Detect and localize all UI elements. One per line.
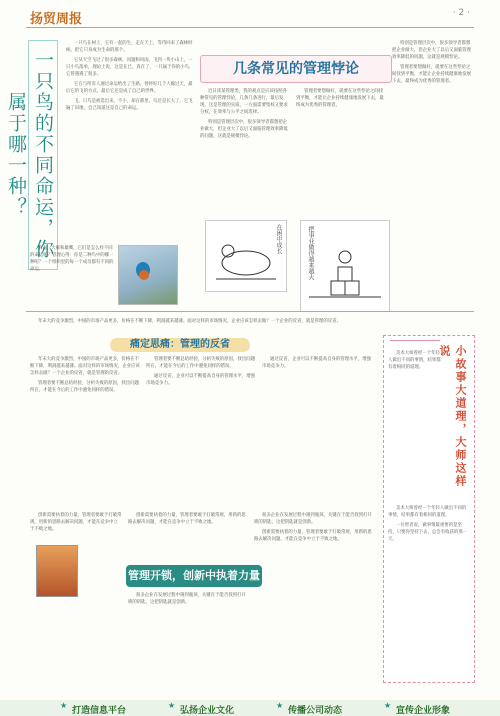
article3-paragraph: 通过反省，企业可以不断提高自身的管理水平，增强市场竞争力。 (146, 374, 255, 386)
footer-slogan-2: 弘扬企业文化 (180, 706, 235, 716)
footer-slogan-1: 打造信息平台 (72, 706, 127, 716)
article4-body-left (30, 512, 122, 692)
article3-paragraph: 管理者要不断总结经验，分析失败的原因，找出问题所在，才能在今后的工作中避免同样的错误。 (146, 357, 255, 369)
star-icon: ★ (168, 701, 176, 710)
article3-paragraph: 年末大的竞争激烈，中国的市场产品更多，价格在不断下降，利润越来越薄。面对这样的市场情况，企业应该怎样去做？一个企业的反省，就是管理的反省。 (30, 357, 140, 376)
article4-paragraph: 很多企业在发展过程中遇到瓶颈，关键在于能否找到打开锁的钥匙，这把钥匙就是创新。 (254, 513, 372, 525)
article3-body-top (30, 318, 375, 334)
article1-paragraph: 它在与所有人通过命运给出了生路，曾经好几个人做过天，最后它的飞的方式，最后它还是成了自己的世界。 (66, 82, 193, 94)
article1-body-bottom (30, 245, 116, 307)
article1-paragraph: 麻雀，大雁和雄鹰，它们是怎么样不同的命运呢？管理心得：你是二种鸟中的哪一种呢？一个组织里的每一个成员都有不同的命运。 (30, 246, 114, 272)
article1-title: 一只鸟的不同命运，你属于哪一种？ (28, 40, 58, 270)
sidebar-paragraph: 一位智者说，做事情最重要的是坚持，只要你坚持下去，总会有收获的那一天。 (388, 523, 468, 542)
page-number: · 2 · (452, 8, 470, 18)
article1-paragraph: 它从天空飞过了很多森林，问题和风雨，飞到一块小山上，一只小鸟落单，理论上说，这是在已，真在了，一只属于你的小鸟，它曾遇遇了很多。 (66, 58, 194, 77)
star-icon: ★ (384, 701, 392, 710)
sidebar-paragraph: 美术大师曾经一个年轻人做出不同的事情，结果都有着相同的道理。 (388, 506, 467, 518)
article2-paragraph: 特别是管理层次中，很多领导者都想把企业做大，但企业大了以后又面临管理效率降低的问题，这就是规模悖论。 (200, 120, 288, 139)
cartoon2-caption: 把事业做得越来越大 (307, 226, 314, 280)
article3-body-left (30, 356, 140, 506)
article3-body-mid (146, 356, 256, 506)
article1-body (66, 40, 194, 240)
article3-title: 痛定思痛：管理的反省 (110, 338, 250, 352)
sidebar-body (388, 350, 442, 500)
newspaper-logo: 扬贸周报 (30, 12, 83, 27)
star-icon: ★ (60, 701, 68, 710)
article4-paragraph: 创新需要执着的力量，管理者要敢于打破常规，用新的思路去解决问题，才能在竞争中立于不败之地。 (254, 530, 372, 542)
article1-paragraph: 飞，只鸟是被选出来，不小，却在那里，鸟还是长大了，它飞遍了田地，自己知道这是自己的命运。 (66, 99, 193, 111)
article3-paragraph: 管理者要不断总结经验，分析失败的原因，找出问题所在，才能在今后的工作中避免同样的错误。 (30, 381, 139, 393)
article4-body-mid (128, 512, 248, 562)
article2-paragraph: 管理者要想做好，就要在这些悖论之间找到平衡，才能让企业持续健康地发展下去，最终成为优秀的管理者。 (392, 65, 472, 84)
article4-body-right (254, 512, 376, 692)
article4-paragraph: 创新需要执着的力量，管理者要敢于打破常规，用新的思路去解决问题，才能在竞争中立于不败之地。 (128, 513, 246, 525)
article2-paragraph: 特别是管理层次中，很多领导者都想把企业做大，但企业大了以后又面临管理效率降低的问题，这就是规模悖论。 (392, 41, 472, 60)
footer-slogan-4: 宣传企业形象 (396, 706, 451, 716)
star-icon: ★ (276, 701, 284, 710)
article4-paragraph: 创新需要执着的力量，管理者要敢于打破常规，用新的思路去解决问题，才能在竞争中立于不败之地。 (30, 513, 122, 532)
article4-body-bottom (128, 592, 248, 690)
article1-paragraph: 一只鸟在树上，它有一起的生，走在天上，等待回来了森林时候。把它只身成为生命的那个。 (66, 41, 193, 53)
sidebar-paragraph: 美术大师曾经一个年轻人做出不同的事情，结果都有着相同的道理。 (388, 351, 441, 370)
article2-paragraph: 近日读某管理类，我的观点是应该按照各种常见的管理悖论，几条几条进行，最后发现，这是管理的实质，一方面需要集权又要求分权，在效率与公平之间选择。 (200, 89, 288, 115)
article2-paragraph: 管理者要想做好，就要在这些悖论之间找到平衡，才能让企业持续健康地发展下去，最终成为优秀的管理者。 (296, 89, 384, 108)
article4-paragraph: 很多企业在发展过程中遇到瓶颈，关键在于能否找到打开锁的钥匙，这把钥匙就是创新。 (128, 593, 246, 605)
footer-slogan-3: 传播公司动态 (288, 706, 343, 716)
sidebar-body-bottom (388, 505, 470, 675)
article2-body-mid (296, 88, 386, 216)
cartoon1-caption: 在困中成长 (275, 224, 282, 254)
article4-title: 管理开锁，创新中执着力量 (126, 565, 262, 587)
article3-paragraph: 通过反省，企业可以不断提高自身的管理水平，增强市场竞争力。 (262, 357, 371, 369)
article3-body-right (262, 356, 374, 506)
section-divider (26, 311, 474, 312)
article2-body-right (392, 40, 472, 308)
article2-body-left (200, 88, 290, 216)
article2-title: 几条常见的管理悖论 (200, 55, 392, 83)
article4-photo (36, 545, 78, 597)
sidebar-title: 小故事大道理，大师这样说 (438, 345, 467, 488)
sidebar-decoration (390, 340, 440, 346)
article3-paragraph: 年末大的竞争激烈，中国的市场产品更多，价格在不断下降，利润越来越薄。面对这样的市场情况，企业应该怎样去做？一个企业的反省，就是管理的反省。 (38, 319, 341, 324)
kingfisher-belly-icon (139, 270, 149, 280)
header-divider (26, 27, 474, 28)
